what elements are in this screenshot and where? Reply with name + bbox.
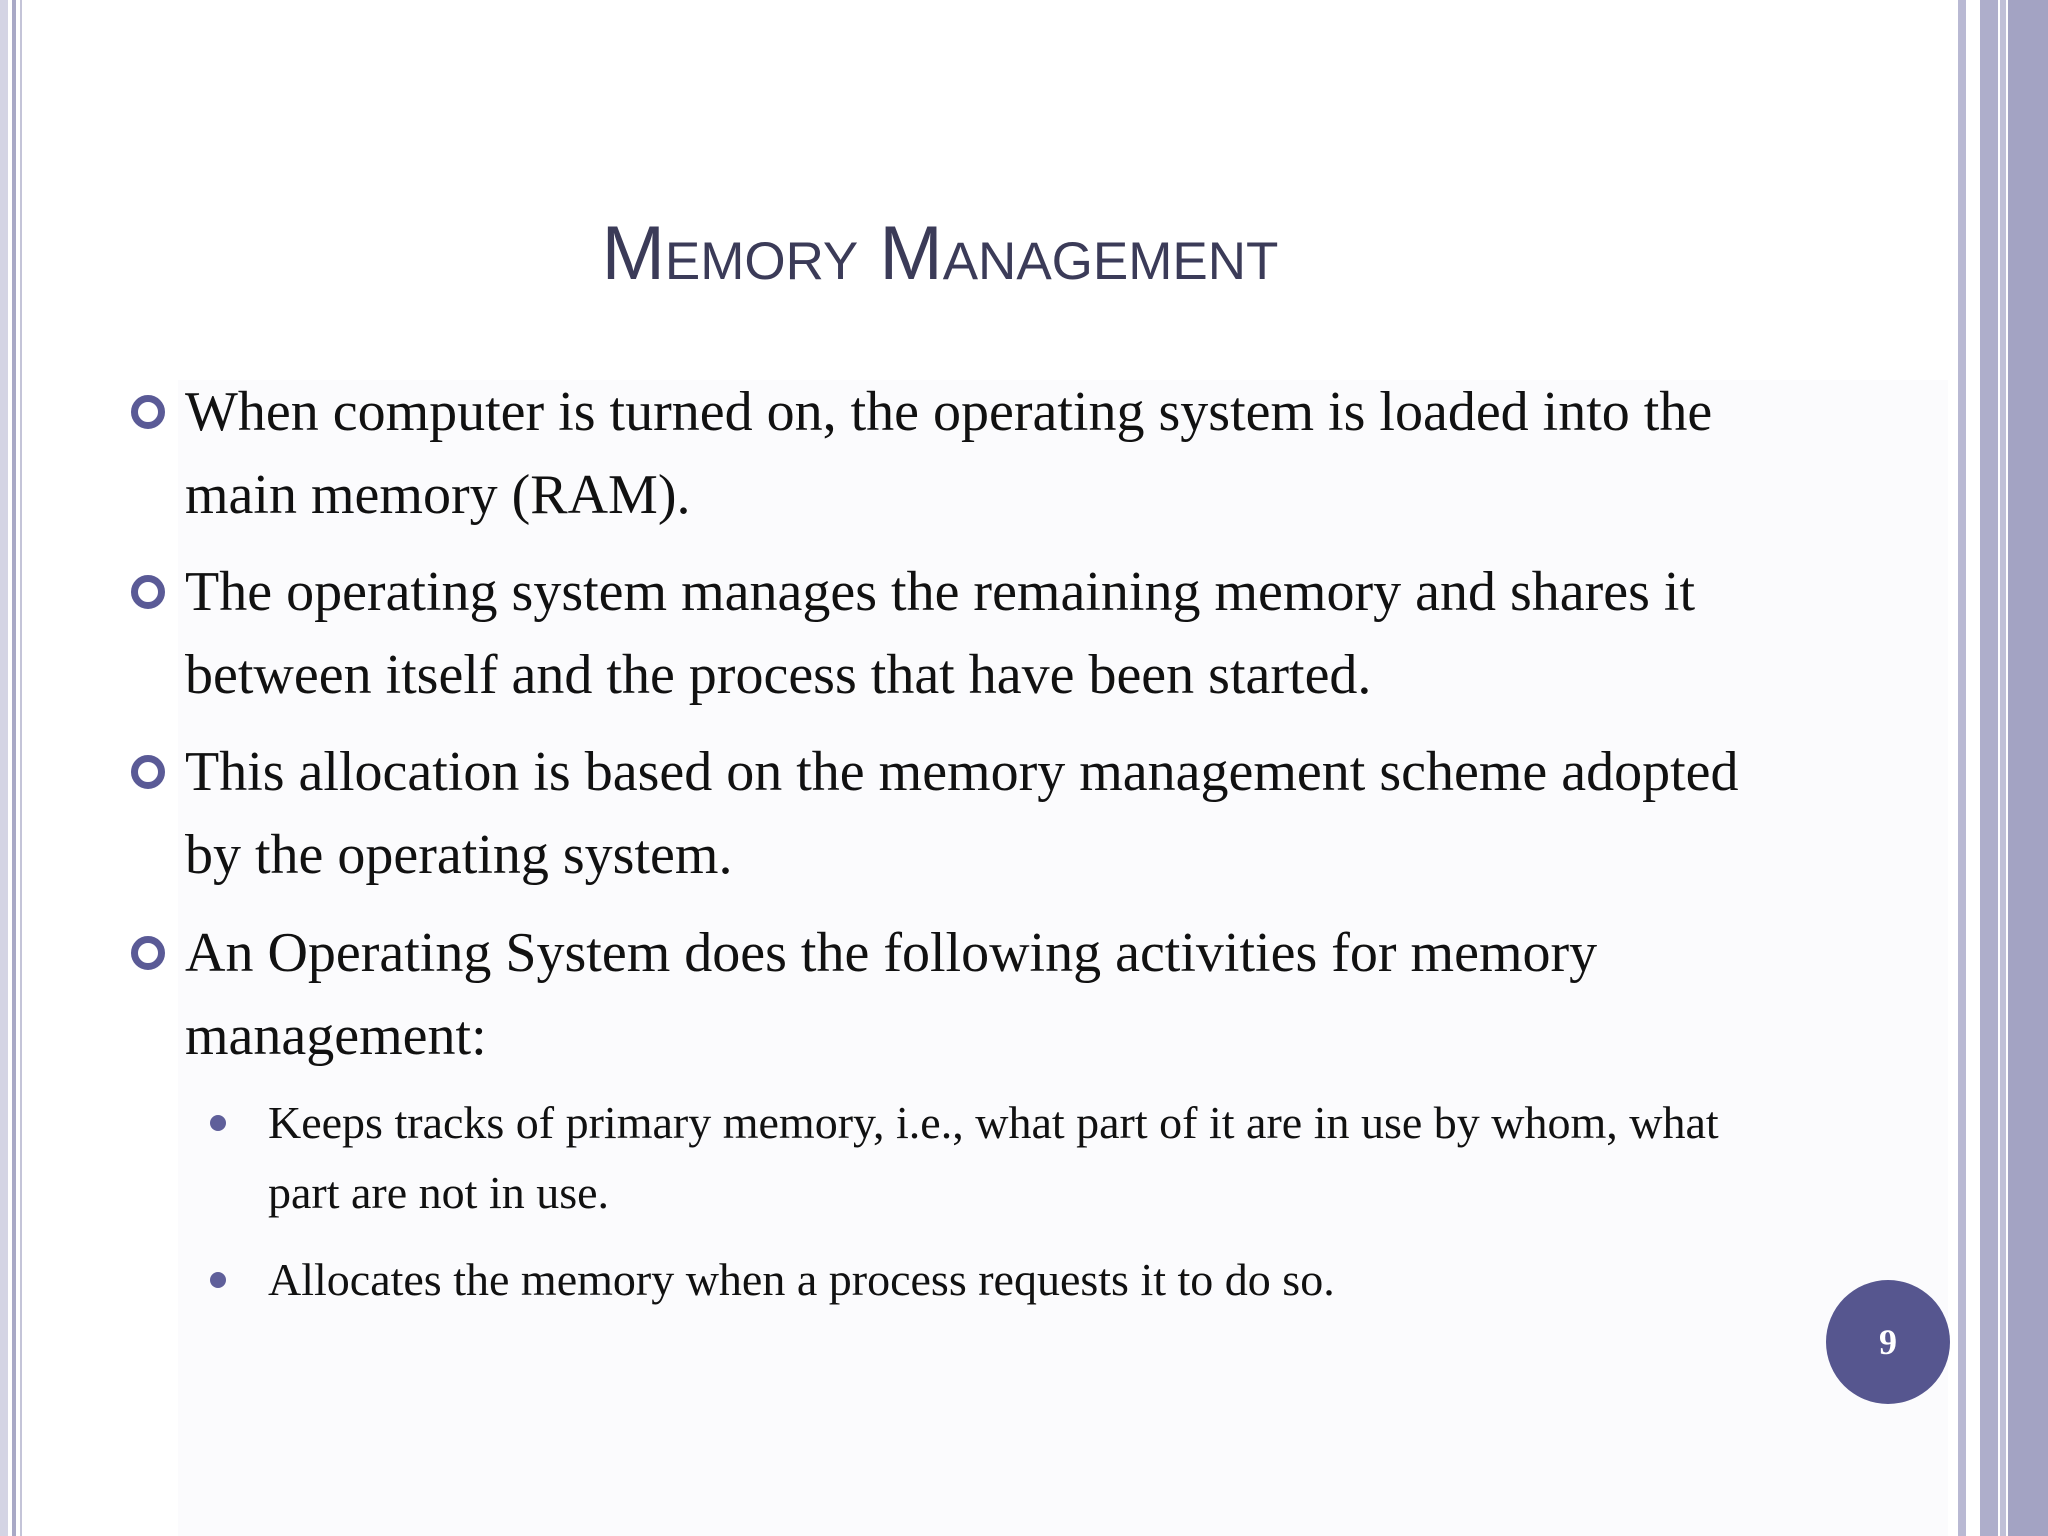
hollow-circle-bullet-icon [131, 755, 165, 789]
bullet-item [185, 551, 1785, 717]
sub-bullet-item [268, 1088, 1738, 1228]
sub-bullet-text: Allocates the memory when a process requests it to do so. [268, 1254, 1335, 1305]
bullet-item [185, 912, 1785, 1078]
right-border-bar [2008, 0, 2048, 1536]
right-border-bar [2000, 0, 2006, 1536]
hollow-circle-bullet-icon [131, 575, 165, 609]
hollow-circle-bullet-icon [131, 395, 165, 429]
hollow-circle-bullet-icon [131, 936, 165, 970]
bullet-item [185, 731, 1785, 897]
bullet-text: When computer is turned on, the operating system is loaded into the main memory (RAM). [185, 381, 1713, 526]
slide-title: Memory Management [601, 211, 1279, 296]
filled-dot-bullet-icon [210, 1272, 226, 1288]
bullet-item [185, 371, 1785, 537]
right-border-bar [1958, 0, 1966, 1536]
right-border-bar [1980, 0, 1998, 1536]
bullet-text: An Operating System does the following activities for memory management: [185, 922, 1598, 1067]
right-border-gap [1970, 0, 1976, 1536]
page-number-badge: 9 [1826, 1280, 1950, 1404]
sub-bullet-text: Keeps tracks of primary memory, i.e., what part of it are in use by whom, what part are not in use. [268, 1097, 1719, 1218]
bullet-text: The operating system manages the remaining memory and shares it between itself and the process that have been started. [185, 561, 1696, 706]
sub-bullet-item [268, 1245, 1738, 1315]
filled-dot-bullet-icon [210, 1115, 226, 1131]
bullet-text: This allocation is based on the memory management scheme adopted by the operating system. [185, 741, 1739, 886]
